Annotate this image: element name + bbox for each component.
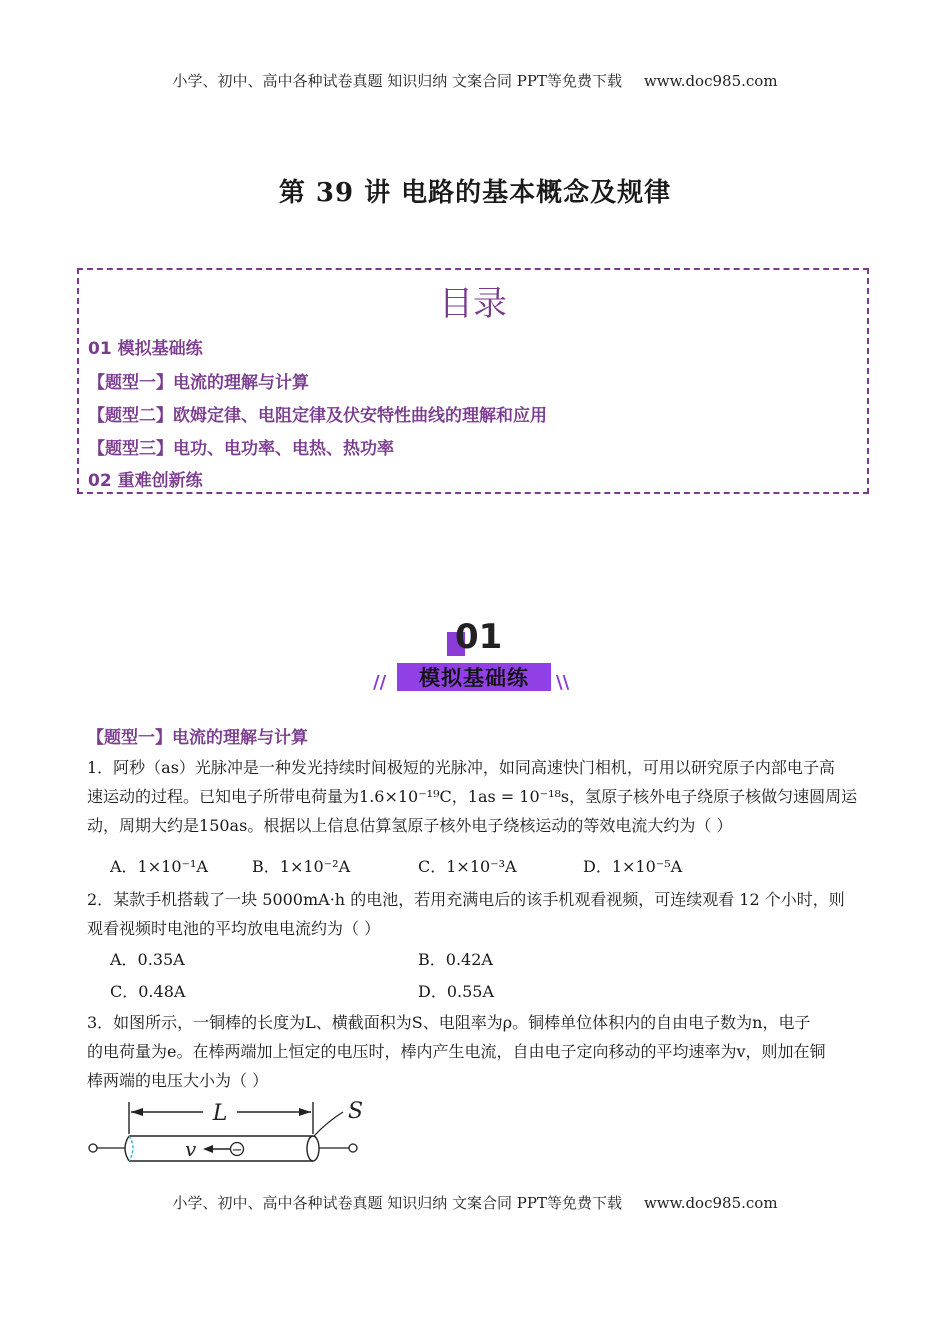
header-text: 小学、初中、高中各种试卷真题 知识归纳 文案合同 PPT等免费下载 — [172, 72, 622, 90]
header-site[interactable]: www.doc985.com — [643, 72, 778, 90]
toc-item[interactable]: 【题型二】欧姆定律、电阻定律及伏安特性曲线的理解和应用 — [88, 406, 547, 426]
type1-heading: 【题型一】电流的理解与计算 — [87, 728, 308, 748]
q2-line: 2．某款手机搭载了一块 5000mA·h 的电池，若用充满电后的该手机观看视频，可连续观看 12 个小时，则 — [87, 890, 845, 909]
footer-text: 小学、初中、高中各种试卷真题 知识归纳 文案合同 PPT等免费下载 — [172, 1194, 622, 1212]
page-title: 第 39 讲 电路的基本概念及规律 — [278, 178, 672, 208]
q2-line: 观看视频时电池的平均放电电流约为（ ） — [87, 919, 381, 938]
section-slash-left: // — [373, 672, 387, 693]
q2-option-b[interactable]: B．0.42A — [418, 950, 493, 969]
label-v: v — [185, 1137, 197, 1161]
section-slash-right: \\ — [556, 672, 570, 693]
toc-item[interactable]: 01 模拟基础练 — [88, 339, 203, 359]
q1-as-def: 1as = 10⁻¹⁸s — [467, 787, 570, 806]
q1-line: 1．阿秒（as）光脉冲是一种发光持续时间极短的光脉冲，如同高速快门相机，可用以研究原子内部电子高 — [87, 758, 835, 777]
q3-line: 棒两端的电压大小为（ ） — [87, 1071, 269, 1090]
label-S: S — [348, 1099, 364, 1124]
toc-item[interactable]: 【题型一】电流的理解与计算 — [88, 373, 309, 393]
q1-option-c[interactable]: C．1×10⁻³A — [418, 857, 517, 876]
section-number: 01 — [455, 617, 503, 657]
question-3 — [87, 1008, 867, 1095]
section-name: 模拟基础练 — [419, 666, 529, 690]
q1-option-b[interactable]: B．1×10⁻²A — [252, 857, 351, 876]
page-footer — [0, 1192, 950, 1213]
toc-title: 目录 — [439, 284, 507, 324]
question-2 — [87, 885, 867, 943]
q1-option-d[interactable]: D．1×10⁻⁵A — [583, 857, 683, 876]
question-1 — [87, 753, 867, 840]
q2-option-c[interactable]: C．0.48A — [110, 982, 186, 1001]
footer-site[interactable]: www.doc985.com — [643, 1194, 778, 1212]
q1-option-a[interactable]: A．1×10⁻¹A — [110, 857, 208, 876]
q2-option-d[interactable]: D．0.55A — [418, 982, 495, 1001]
toc-item[interactable]: 【题型三】电功、电功率、电热、热功率 — [88, 439, 394, 459]
q1-line: 动，周期大约是150as。根据以上信息估算氢原子核外电子绕核运动的等效电流大约为（ ） — [87, 816, 733, 835]
q1-period: 150as — [199, 816, 248, 835]
q3-line: 3．如图所示，一铜棒的长度为L、横截面积为S、电阻率为ρ。铜棒单位体积内的自由电子数为n，电子 — [87, 1013, 811, 1032]
q2-option-a[interactable]: A．0.35A — [110, 950, 185, 969]
toc-item[interactable]: 02 重难创新练 — [88, 471, 203, 491]
label-L: L — [212, 1101, 228, 1126]
q1-charge: 1.6×10⁻¹⁹C — [359, 787, 452, 806]
toc-box — [77, 268, 869, 494]
electron-sign: − — [231, 1143, 243, 1158]
copper-rod-figure — [85, 1098, 375, 1170]
q3-line: 的电荷量为e。在棒两端加上恒定的电压时，棒内产生电流，自由电子定向移动的平均速率为v，则加在铜 — [87, 1042, 826, 1061]
page-header — [0, 70, 950, 91]
q1-line: 速运动的过程。已知电子所带电荷量为1.6×10⁻¹⁹C，1as = 10⁻¹⁸s，氢原子核外电子绕原子核做匀速圆周运 — [87, 787, 858, 806]
